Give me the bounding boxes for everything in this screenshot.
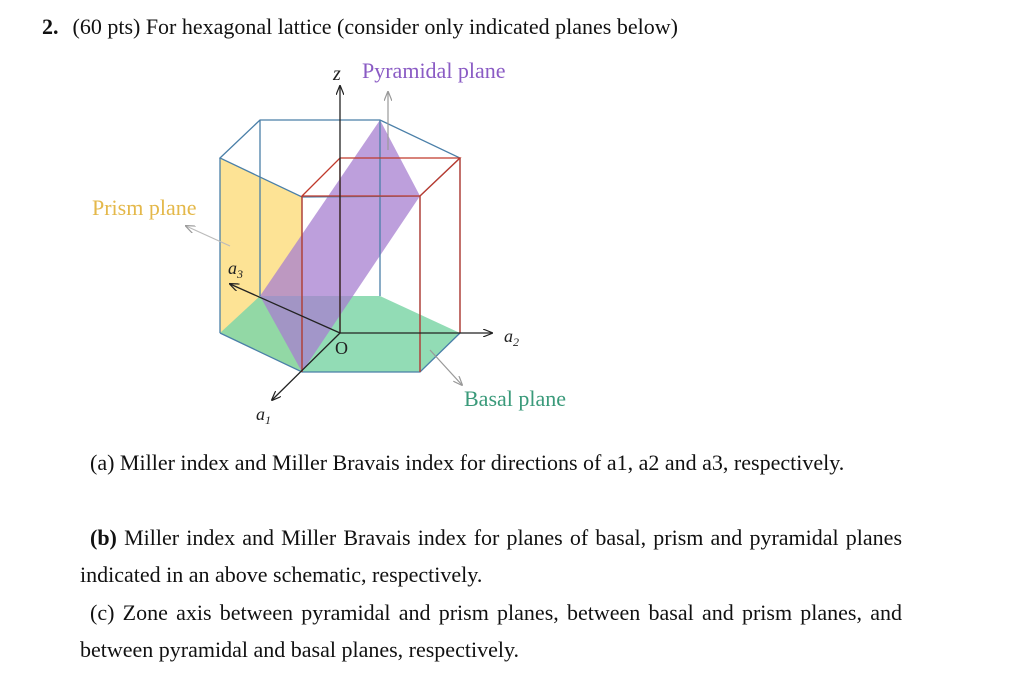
part-c-text: Zone axis between pyramidal and prism planes, between basal and prism planes, and between pyramidal and basal planes, respectively. [80,600,902,662]
prism-plane-label: Prism plane [92,195,197,220]
part-a-label: (a) [90,450,115,475]
part-a-text: Miller index and Miller Bravais index for directions of a1, a2 and a3, respectively. [119,450,845,475]
part-c [80,594,902,668]
z-axis-label: z [333,63,341,85]
origin-label: O [335,338,348,358]
part-a [80,444,902,481]
part-c-label: (c) [90,600,115,625]
part-b-label: (b) [90,525,117,550]
part-b [80,519,902,593]
question-number: 2. [42,14,59,39]
a3-label: $a_3$ [228,258,243,281]
pyramidal-plane-label: Pyramidal plane [362,58,506,83]
a1-label: $a_1$ [256,404,271,427]
question-title: (60 pts) For hexagonal lattice (consider only indicated planes below) [72,14,678,39]
basal-leader-line [430,350,462,385]
basal-plane-label: Basal plane [464,386,567,411]
a2-label: $a_2$ [504,326,519,349]
part-b-text: Miller index and Miller Bravais index for planes of basal, prism and pyramidal planes indicated in an above schematic, respectively. [80,525,903,587]
